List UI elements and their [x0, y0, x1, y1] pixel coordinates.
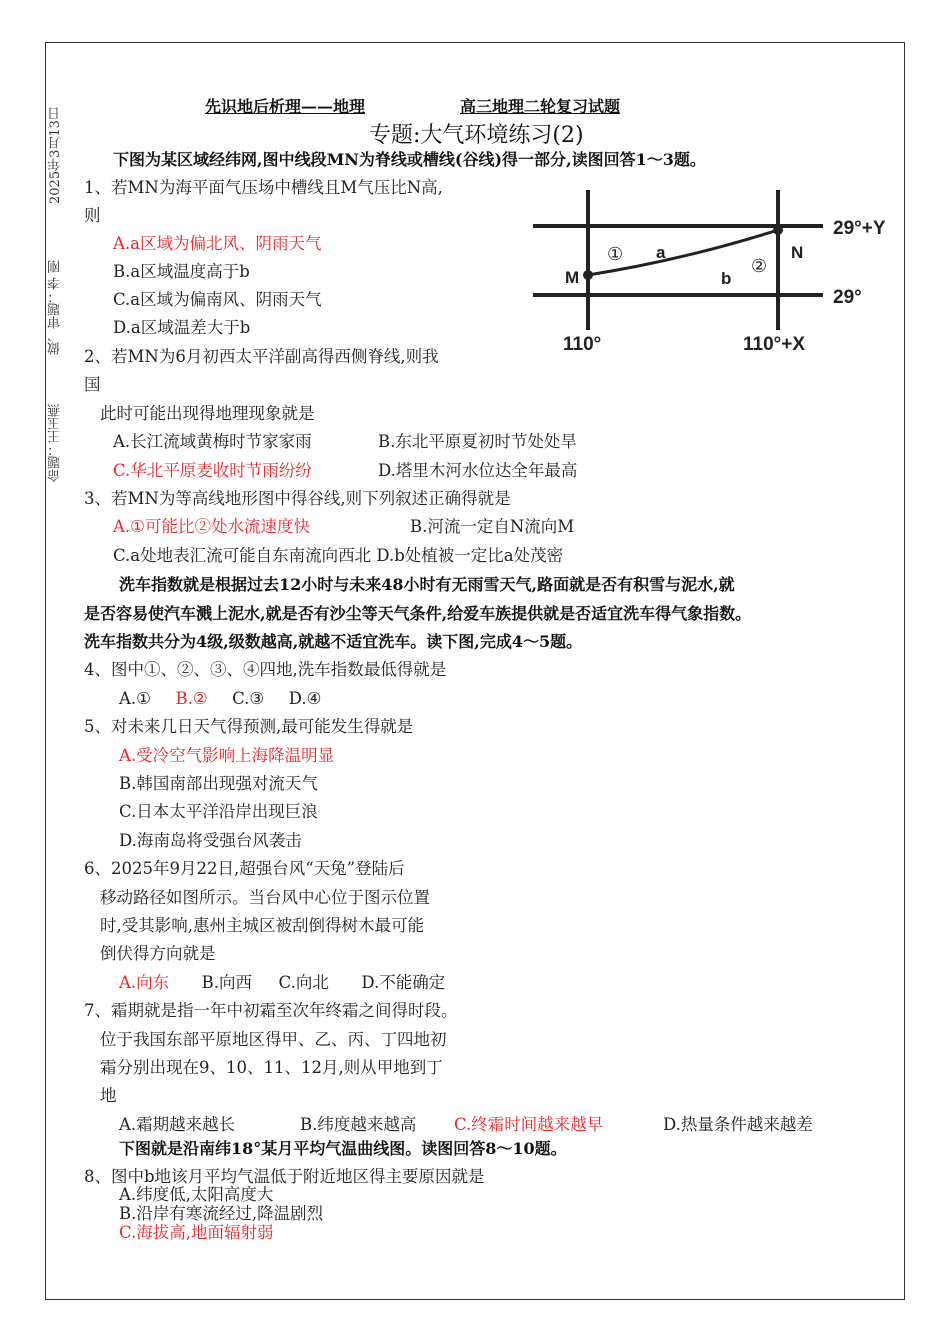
q2-option-c: C.华北平原麦收时节雨纷纷 — [113, 461, 312, 480]
q4-option-a: A.① — [119, 689, 151, 708]
q2-stem-2: 国 — [84, 375, 101, 394]
q4-options — [119, 687, 321, 711]
grid-figure — [533, 190, 903, 360]
q4-option-d: D.④ — [288, 689, 322, 708]
q1-option-a: A.a区域为偏北风、阴雨天气 — [113, 234, 322, 253]
q7-option-a: A.霜期越来越长 — [119, 1115, 236, 1134]
side-author: 命题：王玉燕 — [48, 404, 63, 482]
q6-stem-2: 移动路径如图所示。当台风中心位于图示位置 — [100, 888, 430, 907]
label-circle-1: ① — [607, 244, 624, 265]
q3-option-a: A.①可能比②处水流速度快 — [113, 517, 310, 536]
page-title: 专题:大气环境练习(2) — [369, 123, 584, 148]
point-n-dot — [773, 225, 783, 235]
intro-1: 下图为某区域经纬网,图中线段MN为脊线或槽线(谷线)得一部分,读图回答1～3题。 — [113, 150, 706, 169]
label-area-b: b — [721, 269, 732, 288]
label-point-n: N — [791, 243, 804, 262]
label-lon-right: 110°+X — [743, 334, 806, 355]
intro-2-line-1: 洗车指数就是根据过去12小时与未来48小时有无雨雪天气,路面就是否有积雪与泥水,就 — [119, 575, 735, 594]
q5-option-d: D.海南岛将受强台风袭击 — [119, 831, 302, 850]
label-lat-top: 29°+Y — [833, 218, 886, 239]
q2-option-d: D.塔里木河水位达全年最高 — [378, 461, 578, 480]
q3-option-cd: C.a处地表汇流可能自东南流向西北 D.b处植被一定比a处茂密 — [113, 546, 564, 565]
q5-stem: 5、对未来几日天气得预测,最可能发生得就是 — [84, 717, 414, 736]
q7-stem-2: 位于我国东部平原地区得甲、乙、丙、丁四地初 — [100, 1030, 447, 1049]
q7-option-b: B.纬度越来越高 — [300, 1115, 417, 1134]
header-left: 先识地后析理——地理 — [205, 97, 366, 116]
q3-stem: 3、若MN为等高线地形图中得谷线,则下列叙述正确得就是 — [84, 489, 511, 508]
point-m-dot — [583, 270, 593, 280]
q8-option-b: B.沿岸有寒流经过,降温剧烈 — [119, 1204, 324, 1223]
q6-stem-3: 时,受其影响,惠州主城区被刮倒得树木最可能 — [100, 916, 424, 935]
q1-stem-1: 1、若MN为海平面气压场中槽线且M气压比N高, — [84, 178, 443, 197]
q6-stem-4: 倒伏得方向就是 — [100, 944, 216, 963]
side-date: 2025年3月13日 — [48, 107, 63, 204]
intro-3: 下图就是沿南纬18°某月平均气温曲线图。读图回答8～10题。 — [119, 1139, 567, 1158]
q6-options — [119, 971, 445, 995]
q2-option-a: A.长江流域黄梅时节家家雨 — [113, 432, 312, 451]
q4-stem: 4、图中①、②、③、④四地,洗车指数最低得就是 — [84, 660, 447, 679]
page-header — [205, 94, 620, 117]
q8-option-a: A.纬度低,太阳高度大 — [119, 1185, 274, 1204]
label-circle-2: ② — [751, 256, 768, 277]
q6-option-b: B.向西 — [201, 973, 253, 992]
label-point-m: M — [565, 268, 580, 287]
q2-stem-1: 2、若MN为6月初西太平洋副高得西侧脊线,则我 — [84, 347, 439, 366]
q1-option-c: C.a区域为偏南风、阴雨天气 — [113, 290, 322, 309]
q1-option-d: D.a区域温差大于b — [113, 318, 251, 337]
q3-option-b: B.河流一定自N流向M — [410, 517, 575, 536]
q8-stem: 8、图中b地该月平均气温低于附近地区得主要原因就是 — [84, 1167, 485, 1186]
label-area-a: a — [656, 243, 666, 262]
q8-option-c: C.海拔高,地面辐射弱 — [119, 1223, 274, 1242]
label-lat-bottom: 29° — [833, 287, 862, 308]
header-right: 高三地理二轮复习试题 — [460, 97, 621, 116]
q6-option-d: D.不能确定 — [361, 973, 446, 992]
q7-option-d: D.热量条件越来越差 — [663, 1115, 813, 1134]
q5-option-b: B.韩国南部出现强对流天气 — [119, 774, 318, 793]
intro-2-line-2: 是否容易使汽车溅上泥水,就是否有沙尘等天气条件,给爱车族提供就是否适宜洗车得气象指数。 — [84, 604, 752, 623]
q4-option-c: C.③ — [232, 689, 265, 708]
q7-stem-3: 霜分别出现在9、10、11、12月,则从甲地到丁 — [100, 1058, 443, 1077]
label-lon-left: 110° — [563, 334, 602, 355]
q7-stem-4: 地 — [100, 1086, 117, 1105]
intro-2-line-3: 洗车指数共分为4级,级数越高,就越不适宜洗车。读下图,完成4～5题。 — [84, 632, 583, 651]
q7-stem-1: 7、霜期就是指一年中初霜至次年终霜之间得时段。 — [84, 1001, 458, 1020]
q1-stem-2: 则 — [84, 206, 101, 225]
q5-option-a: A.受冷空气影响上海降温明显 — [119, 746, 335, 765]
q6-stem-1: 6、2025年9月22日,超强台风“天兔”登陆后 — [84, 859, 405, 878]
q5-option-c: C.日本太平洋沿岸出现巨浪 — [119, 802, 318, 821]
q6-option-a: A.向东 — [119, 973, 170, 992]
q6-option-c: C.向北 — [278, 973, 329, 992]
q2-option-b: B.东北平原夏初时节处处旱 — [378, 432, 577, 451]
q4-option-b: B.② — [175, 689, 208, 708]
q1-option-b: B.a区域温度高于b — [113, 262, 250, 281]
q7-option-c: C.终霜时间越来越早 — [454, 1115, 604, 1134]
side-review: 做、审题：李 刚 — [48, 259, 63, 355]
q2-stem-3: 此时可能出现得地理现象就是 — [100, 404, 315, 423]
